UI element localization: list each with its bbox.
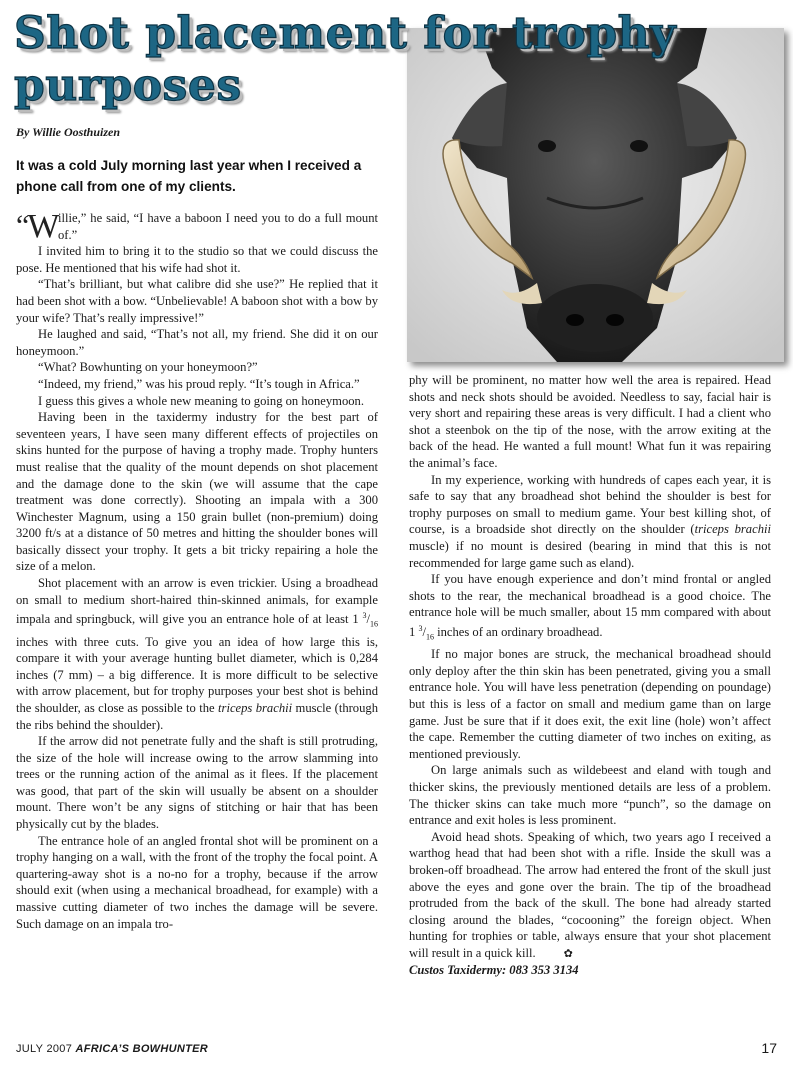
body-paragraph: I invited him to bring it to the studio so that we could discuss the pose. He mentioned that his wife had shot it. (16, 244, 378, 275)
body-paragraph: phy will be prominent, no matter how well the area is repaired. Head shots and neck shots should be avoided. Needless to say, facial hair is very short and repairing these areas is very difficult. I had a client who shot a steenbok on the tip of the nose, with the arrow exiting at the back of the head. He wanted a full mount! What fun it was repairing the animal’s face. (409, 373, 771, 470)
opening-paragraph: “W illie,” he said, “I have a baboon I need you to do a full mount of.” (16, 208, 378, 245)
body-paragraph: On large animals such as wildebeest and eland with tough and thicker skins, the previously mentioned details are less of a problem. The thicker skins can take much more “punch”, so the damage on entrance and exit holes is less prominent. (409, 763, 771, 828)
intro-paragraph: It was a cold July morning last year when I received a phone call from one of my clients. (16, 158, 362, 194)
body-paragraph: The entrance hole of an angled frontal shot will be prominent on a trophy hanging on a wall, with the front of the trophy the focal point. A quartering-away shot is a no-no for a trophy, because if the arrow should exit (when using a mechanical broadhead, for example) with a massive cutting diameter of two inches the damage will be severe. Such damage on an impala tro- (16, 833, 378, 931)
body-paragraph: Avoid head shots. Speaking of which, two years ago I received a warthog head that had been shot with a rifle. Inside the skull was a broken-off broadhead. The arrow had entered the front of the skull just above the eyes and gone over the brain. The tip of the broadhead protruded from the back of the skull. The bone had already started closing around the blades, “cocooning” the foreign object. When hunting for trophies or table, always ensure that your shot placement will result in a quick kill. ✿ (409, 829, 771, 963)
end-mark-icon: ✿ (563, 947, 573, 960)
body-paragraph: If you have enough experience and don’t mind frontal or angled shots to the rear, the mechanical broadhead is a good choice. The entrance hole will be much smaller, about 15 mm compared with about 1 $^3/_{16}$ inches of an ordinary broadhead. (409, 572, 771, 642)
body-paragraph: He laughed and said, “That’s not all, my friend. She did it on our honeymoon.” (16, 327, 378, 358)
body-paragraph: If the arrow did not penetrate fully and the shaft is still protruding, the size of the hole will increase owing to the arrow slamming into trees or the running action of the animal as it flees. If the placement was good, that part of the skin will usually be absent on a shoulder mount. There won’t be any signs of stitching or hair that has been physically cut by the blades. (16, 734, 378, 832)
byline: By Willie Oosthuizen (16, 125, 121, 139)
body-paragraph: “That’s brilliant, but what calibre did she use?” He replied that it had been shot with a bow. “Unbelievable! A baboon shot with a bow by your wife? That’s really impressive!” (16, 277, 378, 325)
fraction: $^3/_{16}$ (362, 611, 378, 629)
article-title: Shot placement for trophy purposes (14, 8, 677, 111)
body-paragraph: I guess this gives a whole new meaning to going on honeymoon. (38, 393, 364, 408)
body-paragraph: In my experience, working with hundreds of capes each year, it is safe to say that any broadhead shot behind the shoulder is best for trophy purposes on small to medium game. Your best killing shot, of course, is a broadside shot directly on the shoulder (triceps brachii muscle) if no mount is desired (bearing in mind that this is not recommended for large game such as eland). (409, 472, 771, 570)
signature: Custos Taxidermy: 083 353 3134 (409, 963, 579, 978)
drop-cap: “W (16, 208, 60, 245)
body-paragraph: If no major bones are struck, the mechanical broadhead should only deploy after the thin skin has been penetrated, giving you a small entrance hole. You will have less penetration (depending on poundage) but this is less of a factor on small and medium game than on large game. Just be sure that if it does exit, the exit line (hole) won’t affect the cape. Remember the cutting diameter of two inches on exiting, as mentioned previously. (409, 647, 771, 761)
article-column-right (409, 372, 771, 979)
article-column-left (16, 210, 378, 932)
page-number: 17 (761, 1040, 777, 1056)
body-paragraph: Shot placement with an arrow is even trickier. Using a broadhead on small to medium short-haired thin-skinned animals, for example impala and springbuck, will give you an entrance hole of at least 1 $^3/_{16}$ inches with three cuts. To give you an idea of how large this is, compare it with your average hunting bullet diameter, which is 0,284 inches (7 mm) – a big difference. It is more difficult to be selective with arrow placement, but for trophy purposes your best shot is behind the shoulder, as close as possible to the triceps brachii muscle (through the ribs behind the shoulder). (16, 576, 378, 732)
body-paragraph: “Indeed, my friend,” was his proud reply. “It’s tough in Africa.” (38, 376, 360, 391)
body-paragraph: “What? Bowhunting on your honeymoon?” (38, 360, 258, 375)
body-paragraph: Having been in the taxidermy industry for the best part of seventeen years, I have seen many different effects of projectiles on skins hunted for the purpose of having a trophy made. Trophy hunters must realise that the quality of the mount depends on shot placement and the damage done to the skin (we will assume that the cape treatment was done correctly). Shooting an impala with a 300 Winchester Magnum, using a 150 grain bullet (non-premium) doing 3200 ft/s at a distance of 50 metres and hitting the shoulder bones will basically dissect your trophy. It gets a bit tricky repairing a hole the size of a melon. (16, 410, 378, 574)
fraction: $^3/_{16}$ (418, 623, 434, 642)
footer-issue: JULY 2007 AFRICA’S BOWHUNTER (16, 1043, 208, 1055)
